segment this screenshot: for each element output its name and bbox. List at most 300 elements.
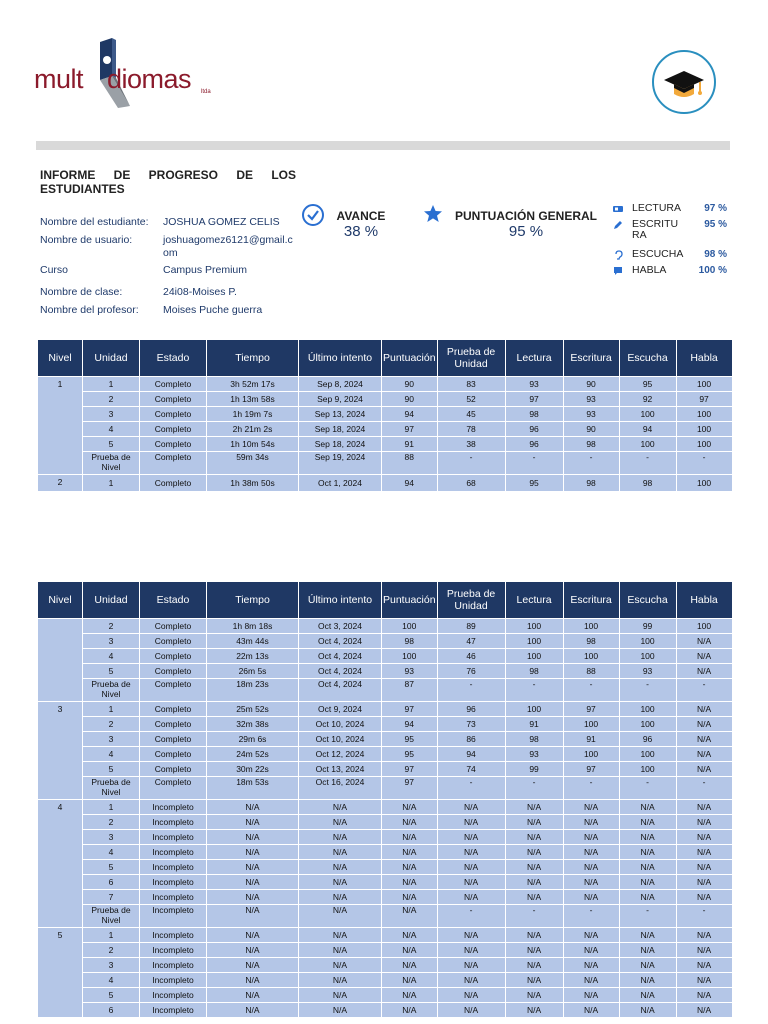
- table-cell-tiempo: 22m 13s: [207, 649, 299, 664]
- table-cell-prueba-de-unidad: N/A: [437, 830, 505, 845]
- table-cell-lectura: N/A: [505, 988, 563, 1003]
- table-cell-ultimo-intento: Oct 12, 2024: [299, 747, 382, 762]
- table-cell-lectura: 100: [505, 619, 563, 634]
- table-cell-estado: Incompleto: [140, 860, 207, 875]
- table-cell-escucha: 100: [619, 702, 676, 717]
- table-cell-escritura: 98: [563, 475, 619, 492]
- table-row: [38, 973, 733, 988]
- table-cell-escucha: 100: [619, 437, 676, 452]
- table-cell-ultimo-intento: Oct 3, 2024: [299, 619, 382, 634]
- table-cell-escritura: 93: [563, 407, 619, 422]
- table-cell-tiempo: 1h 8m 18s: [207, 619, 299, 634]
- table-cell-estado: Completo: [140, 664, 207, 679]
- table-row: [38, 1003, 733, 1018]
- table-row: [38, 679, 733, 702]
- logo-tagline: ltda: [201, 89, 211, 95]
- table-cell-escucha: 96: [619, 732, 676, 747]
- table-cell-prueba-de-unidad: N/A: [437, 875, 505, 890]
- table-cell-estado: Completo: [140, 777, 207, 800]
- column-header-estado: Estado: [140, 340, 207, 377]
- table-cell-ultimo-intento: Sep 18, 2024: [299, 437, 382, 452]
- table-cell-ultimo-intento: Oct 10, 2024: [299, 732, 382, 747]
- table-cell-puntuacion: 100: [382, 649, 438, 664]
- table-cell-puntuacion: N/A: [382, 845, 438, 860]
- table-cell-unidad: 4: [83, 973, 140, 988]
- puntuacion-label: PUNTUACIÓN GENERAL: [454, 209, 597, 223]
- table-row: [38, 890, 733, 905]
- table-row: [38, 875, 733, 890]
- table-cell-escucha: N/A: [619, 845, 676, 860]
- table-cell-tiempo: 25m 52s: [207, 702, 299, 717]
- table-row: [38, 407, 733, 422]
- teacher-value: Moises Puche guerra: [163, 304, 263, 316]
- skill-escritura: ESCRITURA 95 %: [613, 219, 733, 249]
- table-cell-puntuacion: 91: [382, 437, 438, 452]
- table-cell-habla: N/A: [676, 928, 732, 943]
- table-cell-puntuacion: N/A: [382, 958, 438, 973]
- table-cell-escritura: N/A: [563, 875, 619, 890]
- table-cell-unidad: 3: [83, 958, 140, 973]
- student-name-label: Nombre del estudiante:: [40, 216, 149, 228]
- column-header-lectura: Lectura: [505, 582, 563, 619]
- table-cell-tiempo: N/A: [207, 860, 299, 875]
- table-row: [38, 905, 733, 928]
- table-cell-habla: 100: [676, 407, 732, 422]
- table-cell-tiempo: 18m 53s: [207, 777, 299, 800]
- table-cell-tiempo: 43m 44s: [207, 634, 299, 649]
- table-cell-lectura: N/A: [505, 890, 563, 905]
- table-cell-unidad: Prueba de Nivel: [83, 905, 140, 928]
- table-cell-escucha: 93: [619, 664, 676, 679]
- table-cell-ultimo-intento: N/A: [299, 860, 382, 875]
- table-cell-prueba-de-unidad: N/A: [437, 845, 505, 860]
- table-cell-unidad: 5: [83, 762, 140, 777]
- table-cell-estado: Incompleto: [140, 943, 207, 958]
- table-cell-tiempo: 3h 52m 17s: [207, 377, 299, 392]
- table-row: [38, 815, 733, 830]
- table-cell-puntuacion: N/A: [382, 1003, 438, 1018]
- table-cell-prueba-de-unidad: 78: [437, 422, 505, 437]
- table-cell-unidad: 1: [83, 702, 140, 717]
- column-header-unidad: Unidad: [83, 582, 140, 619]
- table-row: [38, 747, 733, 762]
- class-value: 24i08-Moises P.: [163, 286, 237, 298]
- table-cell-estado: Incompleto: [140, 988, 207, 1003]
- table-cell-escritura: -: [563, 905, 619, 928]
- table-cell-ultimo-intento: N/A: [299, 958, 382, 973]
- table-cell-habla: N/A: [676, 717, 732, 732]
- table-cell-habla: 100: [676, 377, 732, 392]
- table-cell-unidad: Prueba de Nivel: [83, 777, 140, 800]
- table-cell-escucha: 94: [619, 422, 676, 437]
- table-row: [38, 392, 733, 407]
- table-cell-escucha: N/A: [619, 800, 676, 815]
- table-cell-tiempo: 18m 23s: [207, 679, 299, 702]
- table-cell-lectura: N/A: [505, 830, 563, 845]
- table-cell-ultimo-intento: N/A: [299, 815, 382, 830]
- table-cell-prueba-de-unidad: -: [437, 679, 505, 702]
- table-cell-estado: Completo: [140, 679, 207, 702]
- table-cell-escucha: N/A: [619, 988, 676, 1003]
- table-cell-ultimo-intento: Oct 4, 2024: [299, 679, 382, 702]
- table-cell-puntuacion: 97: [382, 762, 438, 777]
- table-cell-prueba-de-unidad: 73: [437, 717, 505, 732]
- table-cell-ultimo-intento: Sep 8, 2024: [299, 377, 382, 392]
- table-row: [38, 943, 733, 958]
- table-cell-escritura: 100: [563, 619, 619, 634]
- table-cell-puntuacion: N/A: [382, 928, 438, 943]
- table-cell-tiempo: 1h 10m 54s: [207, 437, 299, 452]
- table-cell-puntuacion: 97: [382, 702, 438, 717]
- table-cell-prueba-de-unidad: N/A: [437, 958, 505, 973]
- table-cell-habla: N/A: [676, 958, 732, 973]
- table-cell-tiempo: 26m 5s: [207, 664, 299, 679]
- table-cell-escritura: N/A: [563, 943, 619, 958]
- table-cell-lectura: 100: [505, 702, 563, 717]
- table-cell-escritura: 98: [563, 634, 619, 649]
- table-cell-unidad: 2: [83, 392, 140, 407]
- table-cell-unidad: 1: [83, 475, 140, 492]
- table-cell-unidad: 2: [83, 717, 140, 732]
- table-cell-tiempo: N/A: [207, 958, 299, 973]
- student-name-value: JOSHUA GOMEZ CELIS: [163, 216, 280, 228]
- column-header-unidad: Unidad: [83, 340, 140, 377]
- pencil-icon: [613, 220, 623, 230]
- table-cell-habla: 100: [676, 475, 732, 492]
- column-header-nivel: Nivel: [38, 340, 83, 377]
- table-row: [38, 437, 733, 452]
- table-cell-puntuacion: N/A: [382, 943, 438, 958]
- table-cell-lectura: 95: [505, 475, 563, 492]
- table-cell-puntuacion: N/A: [382, 800, 438, 815]
- report-title: INFORME DE PROGRESO DE LOS ESTUDIANTES: [40, 168, 296, 196]
- table-cell-tiempo: N/A: [207, 973, 299, 988]
- level-cell: 4: [38, 800, 83, 928]
- table-cell-habla: N/A: [676, 973, 732, 988]
- column-header-nivel: Nivel: [38, 582, 83, 619]
- table-cell-ultimo-intento: Oct 4, 2024: [299, 634, 382, 649]
- table-cell-lectura: N/A: [505, 973, 563, 988]
- table-cell-puntuacion: 87: [382, 679, 438, 702]
- table-cell-habla: N/A: [676, 830, 732, 845]
- level-cell: 2: [38, 475, 83, 492]
- table-cell-escritura: 90: [563, 422, 619, 437]
- column-header-prueba-de-unidad: Prueba de Unidad: [437, 340, 505, 377]
- table-cell-habla: N/A: [676, 815, 732, 830]
- table-cell-estado: Completo: [140, 422, 207, 437]
- puntuacion-stat: [454, 209, 598, 240]
- table-cell-prueba-de-unidad: -: [437, 452, 505, 475]
- table-cell-tiempo: N/A: [207, 875, 299, 890]
- table-cell-lectura: 99: [505, 762, 563, 777]
- table-cell-tiempo: N/A: [207, 890, 299, 905]
- table-cell-lectura: -: [505, 452, 563, 475]
- table-cell-escucha: 92: [619, 392, 676, 407]
- table-cell-escritura: 90: [563, 377, 619, 392]
- table-cell-lectura: N/A: [505, 1003, 563, 1018]
- table-cell-tiempo: 30m 22s: [207, 762, 299, 777]
- brand-logo: [34, 36, 234, 108]
- table-cell-lectura: 98: [505, 407, 563, 422]
- table-cell-escucha: 100: [619, 762, 676, 777]
- table-cell-puntuacion: N/A: [382, 815, 438, 830]
- table-cell-prueba-de-unidad: 76: [437, 664, 505, 679]
- student-info: [40, 216, 300, 326]
- table-row: [38, 988, 733, 1003]
- table-cell-prueba-de-unidad: 47: [437, 634, 505, 649]
- column-header-prueba-de-unidad: Prueba de Unidad: [437, 582, 505, 619]
- table-cell-tiempo: N/A: [207, 988, 299, 1003]
- table-cell-prueba-de-unidad: N/A: [437, 988, 505, 1003]
- table-cell-estado: Incompleto: [140, 830, 207, 845]
- table-cell-escritura: 97: [563, 702, 619, 717]
- table-cell-unidad: 4: [83, 747, 140, 762]
- table-cell-unidad: 4: [83, 649, 140, 664]
- column-header-lectura: Lectura: [505, 340, 563, 377]
- logo-wordmark: mult diomas: [34, 64, 192, 94]
- column-header-tiempo: Tiempo: [207, 582, 299, 619]
- avance-stat: [333, 209, 389, 240]
- column-header-estado: Estado: [140, 582, 207, 619]
- class-label: Nombre de clase:: [40, 286, 123, 298]
- table-cell-habla: -: [676, 777, 732, 800]
- table-cell-escucha: 100: [619, 407, 676, 422]
- table-cell-habla: N/A: [676, 1003, 732, 1018]
- table-cell-unidad: 5: [83, 860, 140, 875]
- skill-lectura: LECTURA 97 %: [613, 203, 733, 219]
- table-cell-habla: N/A: [676, 860, 732, 875]
- table-cell-habla: -: [676, 679, 732, 702]
- table-cell-tiempo: 2h 21m 2s: [207, 422, 299, 437]
- table-cell-tiempo: N/A: [207, 905, 299, 928]
- table-cell-escucha: N/A: [619, 973, 676, 988]
- table-cell-estado: Incompleto: [140, 973, 207, 988]
- column-header-ultimo-intento: Último intento: [299, 582, 382, 619]
- table-cell-tiempo: 1h 13m 58s: [207, 392, 299, 407]
- table-cell-habla: 100: [676, 437, 732, 452]
- column-header-tiempo: Tiempo: [207, 340, 299, 377]
- level-cell: 5: [38, 928, 83, 1018]
- table-cell-escucha: 100: [619, 717, 676, 732]
- table-cell-escucha: -: [619, 905, 676, 928]
- table-cell-unidad: 5: [83, 437, 140, 452]
- table-cell-prueba-de-unidad: N/A: [437, 973, 505, 988]
- table-cell-prueba-de-unidad: 46: [437, 649, 505, 664]
- header-divider: [36, 141, 730, 150]
- table-cell-estado: Incompleto: [140, 958, 207, 973]
- column-header-escucha: Escucha: [619, 582, 676, 619]
- course-label: Curso: [40, 264, 69, 276]
- table-cell-tiempo: 32m 38s: [207, 717, 299, 732]
- table-cell-tiempo: 1h 19m 7s: [207, 407, 299, 422]
- table-cell-habla: N/A: [676, 649, 732, 664]
- table-cell-estado: Completo: [140, 377, 207, 392]
- table-cell-puntuacion: 90: [382, 377, 438, 392]
- table-cell-lectura: 98: [505, 732, 563, 747]
- table-cell-lectura: N/A: [505, 860, 563, 875]
- table-cell-prueba-de-unidad: -: [437, 777, 505, 800]
- table-cell-prueba-de-unidad: 68: [437, 475, 505, 492]
- table-cell-escritura: -: [563, 452, 619, 475]
- table-cell-prueba-de-unidad: N/A: [437, 860, 505, 875]
- check-circle-icon: [301, 203, 325, 227]
- table-cell-escucha: N/A: [619, 1003, 676, 1018]
- table-cell-prueba-de-unidad: 89: [437, 619, 505, 634]
- table-cell-habla: N/A: [676, 800, 732, 815]
- table-cell-habla: N/A: [676, 634, 732, 649]
- table-cell-unidad: 6: [83, 875, 140, 890]
- table-cell-prueba-de-unidad: N/A: [437, 928, 505, 943]
- teacher-label: Nombre del profesor:: [40, 304, 139, 316]
- skill-escucha: ESCUCHA 98 %: [613, 249, 733, 265]
- table-cell-ultimo-intento: Oct 16, 2024: [299, 777, 382, 800]
- table-cell-estado: Completo: [140, 732, 207, 747]
- table-cell-estado: Completo: [140, 634, 207, 649]
- table-cell-unidad: Prueba de Nivel: [83, 452, 140, 475]
- table-cell-ultimo-intento: N/A: [299, 1003, 382, 1018]
- column-header-puntuacion: Puntuación: [382, 340, 438, 377]
- table-cell-lectura: 100: [505, 634, 563, 649]
- table-cell-prueba-de-unidad: 83: [437, 377, 505, 392]
- table-cell-lectura: 93: [505, 377, 563, 392]
- table-cell-estado: Incompleto: [140, 890, 207, 905]
- table-cell-escritura: 100: [563, 649, 619, 664]
- table-cell-prueba-de-unidad: N/A: [437, 890, 505, 905]
- table-cell-puntuacion: N/A: [382, 988, 438, 1003]
- table-row: [38, 664, 733, 679]
- table-cell-estado: Incompleto: [140, 875, 207, 890]
- table-cell-escritura: N/A: [563, 890, 619, 905]
- table-cell-estado: Completo: [140, 437, 207, 452]
- star-icon: [423, 204, 443, 224]
- table-cell-puntuacion: 93: [382, 664, 438, 679]
- table-row: [38, 649, 733, 664]
- table-cell-escritura: N/A: [563, 958, 619, 973]
- table-cell-prueba-de-unidad: 38: [437, 437, 505, 452]
- table-cell-prueba-de-unidad: 45: [437, 407, 505, 422]
- table-cell-tiempo: 59m 34s: [207, 452, 299, 475]
- table-cell-tiempo: 1h 38m 50s: [207, 475, 299, 492]
- table-cell-escucha: N/A: [619, 958, 676, 973]
- avance-value: 38 %: [343, 223, 379, 240]
- table-cell-prueba-de-unidad: 86: [437, 732, 505, 747]
- table-cell-habla: N/A: [676, 732, 732, 747]
- table-cell-prueba-de-unidad: N/A: [437, 943, 505, 958]
- table-cell-ultimo-intento: Sep 19, 2024: [299, 452, 382, 475]
- table-cell-estado: Completo: [140, 649, 207, 664]
- table-cell-puntuacion: 90: [382, 392, 438, 407]
- progress-table-1: [37, 339, 733, 492]
- table-cell-estado: Incompleto: [140, 800, 207, 815]
- table-row: [38, 377, 733, 392]
- table-cell-estado: Incompleto: [140, 1003, 207, 1018]
- table-cell-puntuacion: 88: [382, 452, 438, 475]
- table-cell-tiempo: 24m 52s: [207, 747, 299, 762]
- table-cell-escritura: 100: [563, 717, 619, 732]
- table-cell-ultimo-intento: Sep 9, 2024: [299, 392, 382, 407]
- table-cell-puntuacion: N/A: [382, 860, 438, 875]
- table-cell-prueba-de-unidad: N/A: [437, 800, 505, 815]
- table-cell-estado: Completo: [140, 717, 207, 732]
- table-cell-escucha: N/A: [619, 815, 676, 830]
- table-cell-ultimo-intento: N/A: [299, 943, 382, 958]
- table-cell-ultimo-intento: N/A: [299, 830, 382, 845]
- table-cell-escucha: 98: [619, 475, 676, 492]
- table-cell-ultimo-intento: N/A: [299, 845, 382, 860]
- table-cell-tiempo: N/A: [207, 815, 299, 830]
- skill-habla: HABLA 100 %: [613, 265, 733, 281]
- table-cell-puntuacion: 94: [382, 475, 438, 492]
- table-cell-escucha: N/A: [619, 830, 676, 845]
- course-value: Campus Premium: [163, 264, 248, 276]
- table-cell-estado: Completo: [140, 619, 207, 634]
- table-cell-puntuacion: 98: [382, 634, 438, 649]
- table-cell-prueba-de-unidad: 52: [437, 392, 505, 407]
- table-row: [38, 860, 733, 875]
- table-cell-puntuacion: N/A: [382, 973, 438, 988]
- table-cell-lectura: -: [505, 905, 563, 928]
- table-cell-lectura: N/A: [505, 800, 563, 815]
- table-cell-unidad: 2: [83, 619, 140, 634]
- table-cell-tiempo: N/A: [207, 800, 299, 815]
- table-cell-puntuacion: N/A: [382, 890, 438, 905]
- table-cell-unidad: 3: [83, 732, 140, 747]
- column-header-escritura: Escritura: [563, 340, 619, 377]
- table-row: [38, 717, 733, 732]
- table-cell-ultimo-intento: Oct 9, 2024: [299, 702, 382, 717]
- table-cell-puntuacion: N/A: [382, 875, 438, 890]
- table-cell-ultimo-intento: N/A: [299, 988, 382, 1003]
- table-cell-lectura: N/A: [505, 943, 563, 958]
- table-cell-unidad: Prueba de Nivel: [83, 679, 140, 702]
- table-cell-lectura: 96: [505, 437, 563, 452]
- table-cell-habla: 100: [676, 619, 732, 634]
- table-cell-ultimo-intento: Oct 4, 2024: [299, 649, 382, 664]
- table-header-row: [38, 340, 733, 377]
- table-cell-escucha: 99: [619, 619, 676, 634]
- table-cell-lectura: N/A: [505, 875, 563, 890]
- table-cell-unidad: 4: [83, 845, 140, 860]
- table-cell-habla: N/A: [676, 747, 732, 762]
- table-cell-prueba-de-unidad: N/A: [437, 1003, 505, 1018]
- table-cell-escucha: -: [619, 452, 676, 475]
- table-cell-prueba-de-unidad: N/A: [437, 815, 505, 830]
- table-cell-escritura: 97: [563, 762, 619, 777]
- table-cell-unidad: 3: [83, 830, 140, 845]
- table-cell-estado: Incompleto: [140, 905, 207, 928]
- table-cell-habla: 97: [676, 392, 732, 407]
- table-cell-escritura: N/A: [563, 830, 619, 845]
- table-cell-ultimo-intento: N/A: [299, 928, 382, 943]
- table-cell-escucha: 100: [619, 634, 676, 649]
- table-cell-ultimo-intento: Oct 1, 2024: [299, 475, 382, 492]
- table-cell-escritura: 91: [563, 732, 619, 747]
- table-cell-puntuacion: N/A: [382, 830, 438, 845]
- table-cell-ultimo-intento: N/A: [299, 905, 382, 928]
- speech-bubble-icon: [613, 266, 623, 276]
- table-cell-lectura: 91: [505, 717, 563, 732]
- table-cell-escucha: 95: [619, 377, 676, 392]
- table-row: [38, 777, 733, 800]
- table-cell-estado: Incompleto: [140, 815, 207, 830]
- table-cell-puntuacion: 95: [382, 747, 438, 762]
- table-cell-ultimo-intento: N/A: [299, 800, 382, 815]
- table-row: [38, 702, 733, 717]
- table-cell-prueba-de-unidad: 94: [437, 747, 505, 762]
- table-cell-habla: N/A: [676, 890, 732, 905]
- table-row: [38, 475, 733, 492]
- table-cell-prueba-de-unidad: -: [437, 905, 505, 928]
